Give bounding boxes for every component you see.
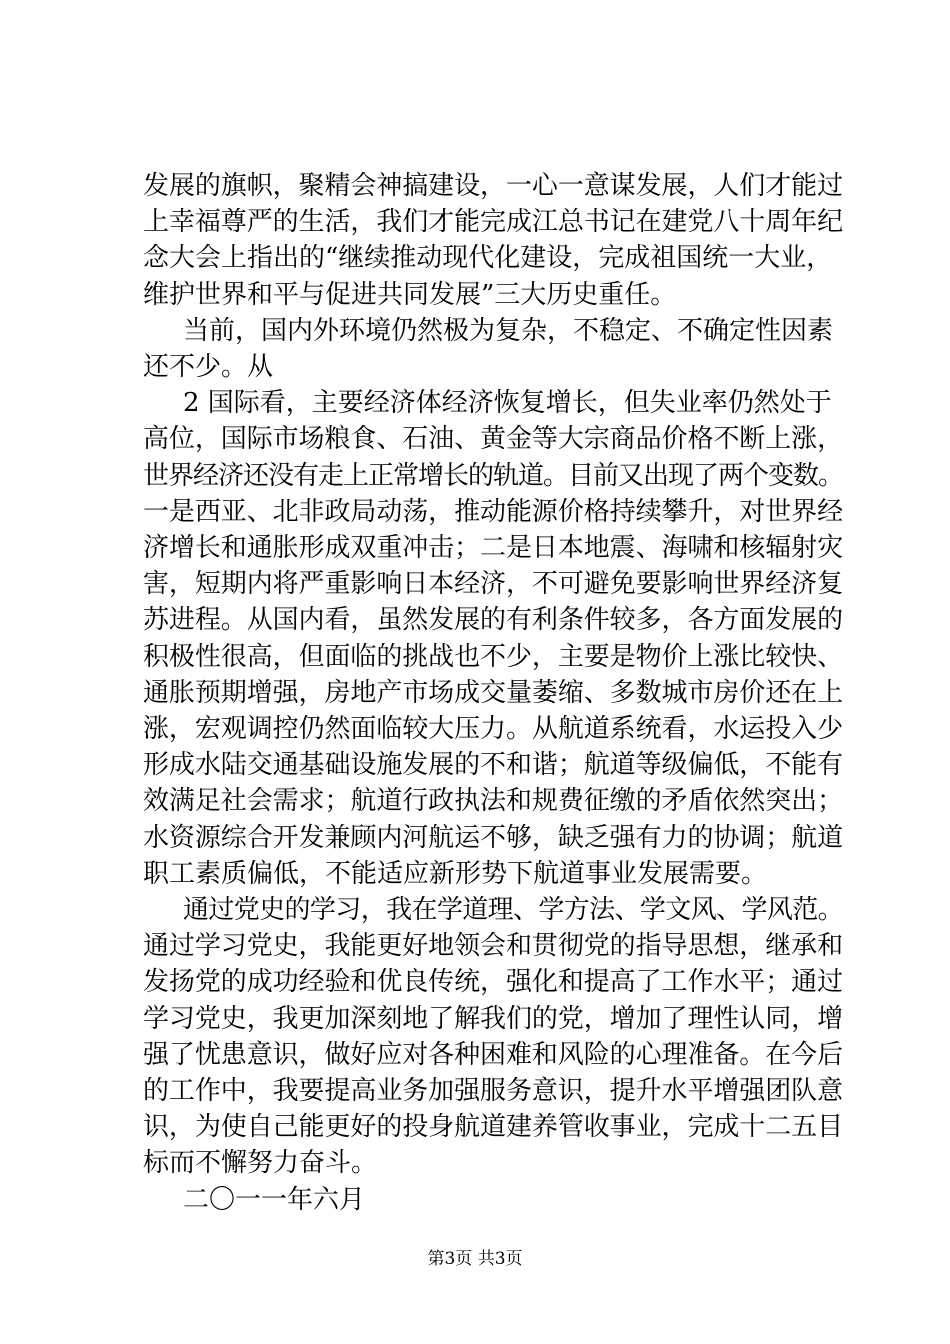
text-line: 识，为使自己能更好的投身航道建养管收事业，完成十二五目 — [143, 1112, 844, 1143]
text-line: 一是西亚、北非政局动荡，推动能源价格持续攀升，对世界经 — [143, 496, 844, 527]
text-line: 维护世界和平与促进共同发展”三大历史重任。 — [143, 279, 677, 310]
text-line: 当前，国内外环境仍然极为复杂，不稳定、不确定性因素 — [183, 315, 834, 346]
text-line: 积极性很高，但面临的挑战也不少，主要是物价上涨比较快、 — [143, 641, 844, 672]
text-line: 标而不懈努力奋斗。 — [143, 1148, 378, 1179]
text-line: 通过党史的学习，我在学道理、学方法、学文风、学风范。 — [183, 895, 844, 926]
text-line: 效满足社会需求；航道行政执法和规费征缴的矛盾依然突出； — [143, 786, 844, 817]
text-line: 念大会上指出的“继续推动现代化建设，完成祖国统一大业， — [143, 243, 833, 274]
text-line: 通过学习党史，我能更好地领会和贯彻党的指导思想，继承和 — [143, 931, 844, 962]
text-line: 发展的旗帜，聚精会神搞建设，一心一意谋发展，人们才能过 — [143, 171, 844, 201]
text-line: 还不少。从 — [143, 352, 274, 383]
text-line: 发扬党的成功经验和优良传统，强化和提高了工作水平；通过 — [143, 967, 844, 998]
text-line: 水资源综合开发兼顾内河航运不够，缺乏强有力的协调；航道 — [143, 822, 844, 853]
text-line: 的工作中，我要提高业务加强服务意识，提升水平增强团队意 — [143, 1076, 844, 1107]
text-line: 强了忧患意识，做好应对各种困难和风险的心理准备。在今后 — [143, 1039, 844, 1070]
text-line: 形成水陆交通基础设施发展的不和谐；航道等级偏低，不能有 — [143, 750, 844, 781]
text-line: 职工素质偏低，不能适应新形势下航道事业发展需要。 — [143, 858, 768, 889]
text-line: 涨，宏观调控仍然面临较大压力。从航道系统看，水运投入少 — [143, 714, 844, 745]
document-body — [143, 168, 843, 1218]
text-line: 通胀预期增强，房地产市场成交量萎缩、多数城市房价还在上 — [143, 677, 844, 708]
text-line: 害，短期内将严重影响日本经济，不可避免要影响世界经济复 — [143, 569, 844, 600]
text-line: 上幸福尊严的生活，我们才能完成江总书记在建党八十周年纪 — [143, 207, 844, 238]
page-footer: 第3页 共3页 — [427, 1249, 523, 1269]
text-line: 二〇一一年六月 — [183, 1184, 366, 1215]
text-line: 学习党史，我更加深刻地了解我们的党，增加了理性认同，增 — [143, 1003, 844, 1034]
text-line: 世界经济还没有走上正常增长的轨道。目前又出现了两个变数。 — [143, 460, 844, 491]
text-line: 苏进程。从国内看，虽然发展的有利条件较多，各方面发展的 — [143, 605, 844, 636]
text-line: 2 国际看，主要经济体经济恢复增长，但失业率仍然处于 — [183, 388, 832, 419]
text-line: 济增长和通胀形成双重冲击；二是日本地震、海啸和核辐射灾 — [143, 533, 844, 564]
text-line: 高位，国际市场粮食、石油、黄金等大宗商品价格不断上涨， — [143, 424, 844, 455]
